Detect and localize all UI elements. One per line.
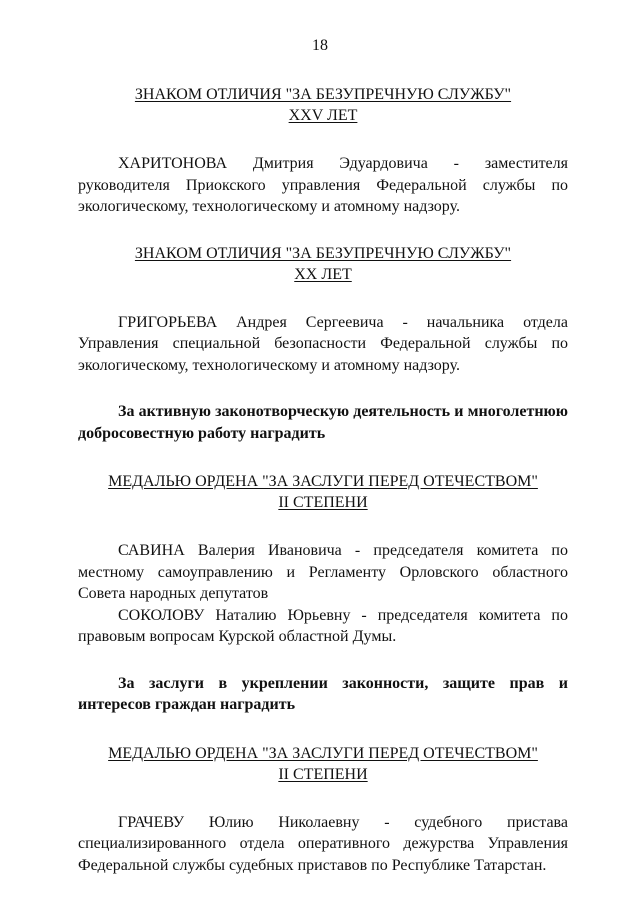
award-recipient-paragraph: ГРИГОРЬЕВА Андрея Сергеевича - начальника отдела Управления специальной безопасности Федеральной службы по экологическому, технологическому и атомному надзору. <box>78 313 568 374</box>
award-recipient-paragraph: СОКОЛОВУ Наталию Юрьевну - председателя комитета по правовым вопросам Курской областной Думы. <box>78 606 568 645</box>
award-heading-line: II СТЕПЕНИ <box>278 765 368 783</box>
document-body <box>78 84 568 876</box>
award-heading-line: МЕДАЛЬЮ ОРДЕНА "ЗА ЗАСЛУГИ ПЕРЕД ОТЕЧЕСТВОМ" <box>108 473 538 490</box>
award-intro: За активную законотворческую деятельность и многолетнюю добросовестную работу наградить <box>78 403 568 442</box>
award-heading-line: ЗНАКОМ ОТЛИЧИЯ "ЗА БЕЗУПРЕЧНУЮ СЛУЖБУ" <box>134 86 512 103</box>
award-heading <box>78 84 568 126</box>
award-heading-line: II СТЕПЕНИ <box>278 494 368 511</box>
award-heading-line: ЗНАКОМ ОТЛИЧИЯ "ЗА БЕЗУПРЕЧНУЮ СЛУЖБУ" <box>134 244 512 262</box>
page-number: 18 <box>312 37 328 54</box>
award-recipient-paragraph: ХАРИТОНОВА Дмитрия Эдуардовича - заместителя руководителя Приокского управления Федеральной службы по экологическому, технологическому и атомному надзору. <box>78 155 568 215</box>
award-heading-line: XX ЛЕТ <box>294 265 352 283</box>
award-heading <box>78 471 568 513</box>
award-recipient-paragraph: ГРАЧЕВУ Юлию Николаевну - судебного пристава специализированного отдела оперативного дежурства Управления Федеральной службы судебных приставов по Республике Татарстан. <box>78 813 568 874</box>
award-heading-line: МЕДАЛЬЮ ОРДЕНА "ЗА ЗАСЛУГИ ПЕРЕД ОТЕЧЕСТВОМ" <box>108 744 538 762</box>
award-recipient-paragraph: САВИНА Валерия Ивановича - председателя комитета по местному самоуправлению и Регламенту Орловского областного Совета народных депутатов <box>78 542 568 602</box>
award-heading <box>78 743 568 785</box>
award-heading-line: XXV ЛЕТ <box>288 107 358 124</box>
award-intro: За заслуги в укреплении законности, защите прав и интересов граждан наградить <box>78 674 568 713</box>
award-heading <box>78 243 568 285</box>
